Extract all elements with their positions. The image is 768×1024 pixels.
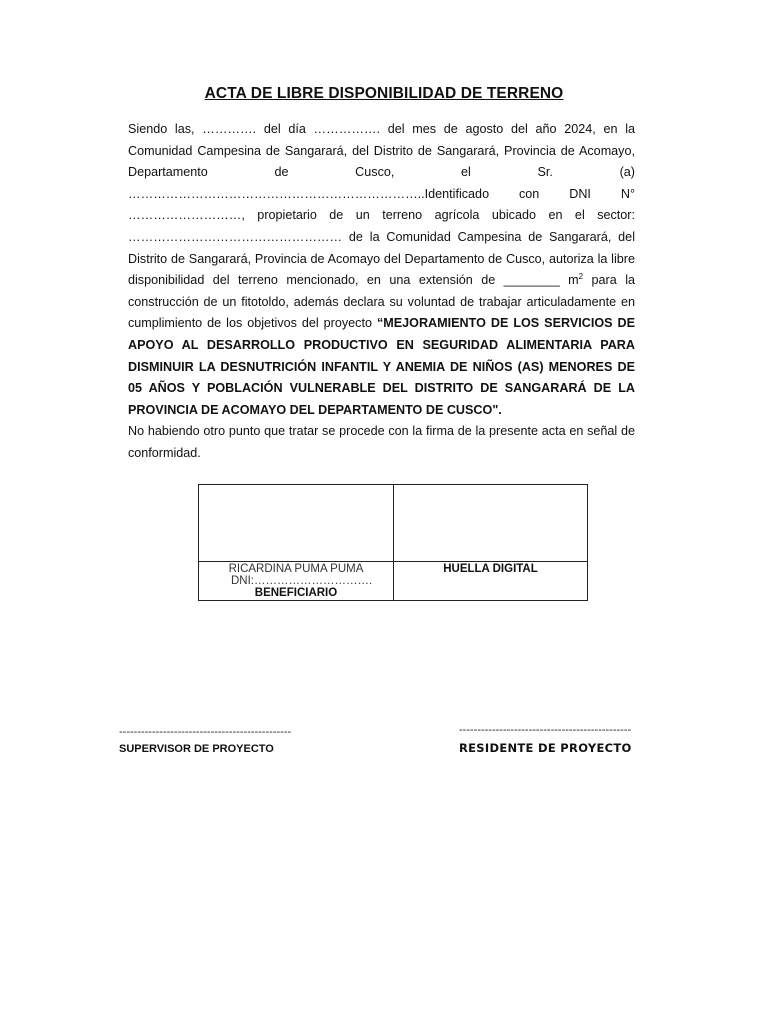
project-name: “MEJORAMIENTO DE LOS SERVICIOS DE APOYO AL DESARROLLO PRODUCTIVO EN SEGURIDAD ALIMENTARIA PARA DISMINUIR LA DESNUTRICIÓN INFANTIL Y ANEMIA DE NIÑOS (AS) MENORES DE 05 AÑOS Y POBLACIÓN VULNERABLE DEL DISTRITO DE SANGARARÁ DE LA PROVINCIA DE ACOMAYO DEL DEPARTAMENTO DE CUSCO".: [128, 316, 635, 417]
fingerprint-label-cell: [394, 562, 587, 600]
document-title: ACTA DE LIBRE DISPONIBILIDAD DE TERRENO: [204, 85, 564, 102]
beneficiary-dni: DNI:………………………….: [231, 575, 373, 587]
closing-paragraph: No habiendo otro punto que tratar se procede con la firma de la presente acta en señal de conformidad.: [128, 424, 635, 460]
fingerprint-area: [394, 485, 587, 562]
main-paragraph: [128, 119, 635, 421]
supervisor-label: SUPERVISOR DE PROYECTO: [119, 743, 274, 755]
beneficiary-info-cell: [199, 562, 394, 600]
paragraph-text-part2: para la construcción de un fitotoldo, además declara su voluntad de trabajar articuladamente en cumplimiento de los objetivos del proyecto: [128, 273, 635, 331]
resident-signature-line: -----------------------------------------------: [459, 724, 632, 736]
supervisor-signature-line: -----------------------------------------------: [119, 726, 292, 738]
beneficiary-name: RICARDINA PUMA PUMA: [228, 563, 364, 575]
beneficiary-signature-area: [199, 485, 394, 562]
resident-label: RESIDENTE DE PROYECTO: [459, 741, 632, 755]
fingerprint-label: HUELLA DIGITAL: [443, 563, 538, 575]
paragraph-text-part1: Siendo las, …………. del día ……………. del mes de agosto del año 2024, en la Comunidad Campesina de Sangarará, del Distrito de Sangarará, Provincia de Acomayo, Departamento de Cusco, el Sr. (a) ……………………………………………………………..Identificado con DNI N° ………………………, propietario de un terreno agrícola ubicado en el sector: …………………………………………… de la Comunidad Campesina de Sangarará, del Distrito de Sangarará, Provincia de Acomayo del Departamento de Cusco, autoriza la libre disponibilidad del terreno mencionado, en una extensión de ________ m: [128, 122, 635, 288]
area-superscript: 2: [578, 271, 584, 281]
beneficiary-role: BENEFICIARIO: [254, 587, 338, 599]
document-body: [128, 119, 635, 465]
signature-table: [198, 484, 588, 601]
